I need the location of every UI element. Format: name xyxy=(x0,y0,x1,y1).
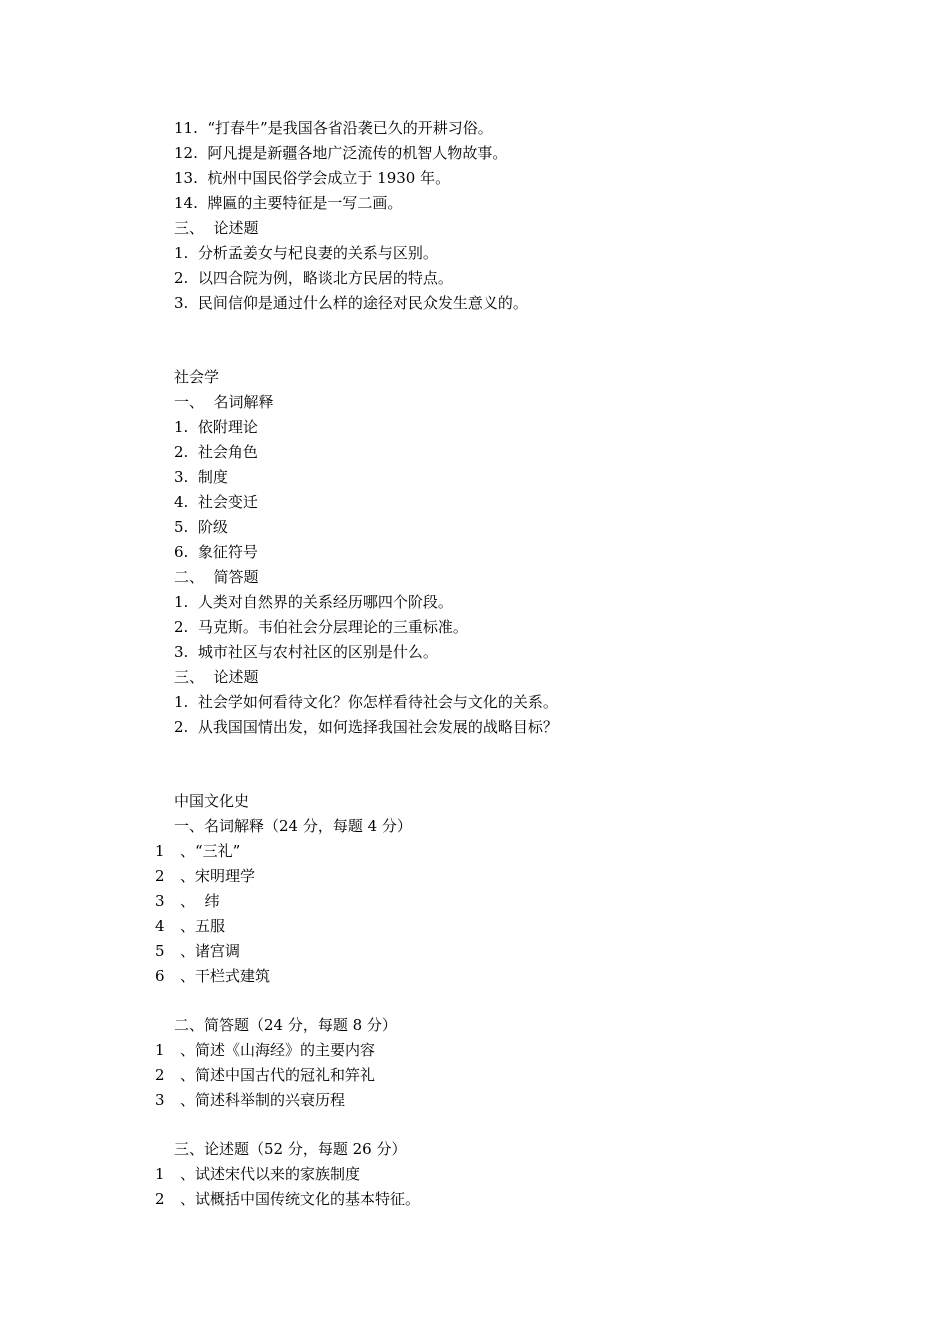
list-item: 11. “打春牛”是我国各省沿袭已久的开耕习俗。 xyxy=(174,119,493,137)
section-heading: 三、论述题（52 分，每题 26 分） xyxy=(174,1140,407,1158)
list-item: 2. 社会角色 xyxy=(174,443,258,461)
list-item: 、诸宫调 xyxy=(180,942,241,960)
list-item: 、试概括中国传统文化的基本特征。 xyxy=(180,1190,421,1208)
list-item: 1. 依附理论 xyxy=(174,418,258,436)
list-item: 2. 以四合院为例，略谈北方民居的特点。 xyxy=(174,269,453,287)
item-number: 1 xyxy=(155,1041,165,1059)
section-heading: 三、 论述题 xyxy=(174,219,259,237)
list-item: 12. 阿凡提是新疆各地广泛流传的机智人物故事。 xyxy=(174,144,508,162)
list-item: 、 纬 xyxy=(180,892,220,910)
item-number: 6 xyxy=(155,967,165,985)
section-heading: 三、 论述题 xyxy=(174,668,259,686)
item-number: 2 xyxy=(155,867,165,885)
list-item: 4. 社会变迁 xyxy=(174,493,258,511)
section-heading: 二、 简答题 xyxy=(174,568,259,586)
list-item: 14. 牌匾的主要特征是一写二画。 xyxy=(174,194,403,212)
item-number: 2 xyxy=(155,1190,165,1208)
list-item: 、五服 xyxy=(180,917,226,935)
list-item: 2. 马克斯。韦伯社会分层理论的三重标准。 xyxy=(174,618,468,636)
list-item: 2. 从我国国情出发，如何选择我国社会发展的战略目标？ xyxy=(174,718,558,736)
section-heading: 一、名词解释（24 分，每题 4 分） xyxy=(174,817,412,835)
list-item: 13. 杭州中国民俗学会成立于 1930 年。 xyxy=(174,169,451,187)
list-item: 、简述《山海经》的主要内容 xyxy=(180,1041,376,1059)
list-item: 、简述科举制的兴衰历程 xyxy=(180,1091,346,1109)
list-item: 1. 社会学如何看待文化？你怎样看待社会与文化的关系。 xyxy=(174,693,558,711)
list-item: 、“三礼” xyxy=(180,842,241,860)
list-item: 3. 制度 xyxy=(174,468,228,486)
list-item: 、试述宋代以来的家族制度 xyxy=(180,1165,361,1183)
item-number: 3 xyxy=(155,892,165,910)
list-item: 3. 城市社区与农村社区的区别是什么。 xyxy=(174,643,438,661)
list-item: 、干栏式建筑 xyxy=(180,967,271,985)
list-item: 1. 分析孟姜女与杞良妻的关系与区别。 xyxy=(174,244,438,262)
section-heading: 二、简答题（24 分，每题 8 分） xyxy=(174,1016,397,1034)
list-item: 6. 象征符号 xyxy=(174,543,258,561)
subject-title: 社会学 xyxy=(174,368,220,386)
subject-title: 中国文化史 xyxy=(174,792,250,810)
item-number: 1 xyxy=(155,1165,165,1183)
list-item: 3. 民间信仰是通过什么样的途径对民众发生意义的。 xyxy=(174,294,528,312)
list-item: 、简述中国古代的冠礼和笄礼 xyxy=(180,1066,376,1084)
section-heading: 一、 名词解释 xyxy=(174,393,274,411)
item-number: 4 xyxy=(155,917,165,935)
list-item: 5. 阶级 xyxy=(174,518,228,536)
list-item: 1. 人类对自然界的关系经历哪四个阶段。 xyxy=(174,593,453,611)
item-number: 5 xyxy=(155,942,165,960)
item-number: 2 xyxy=(155,1066,165,1084)
item-number: 1 xyxy=(155,842,165,860)
item-number: 3 xyxy=(155,1091,165,1109)
list-item: 、宋明理学 xyxy=(180,867,256,885)
